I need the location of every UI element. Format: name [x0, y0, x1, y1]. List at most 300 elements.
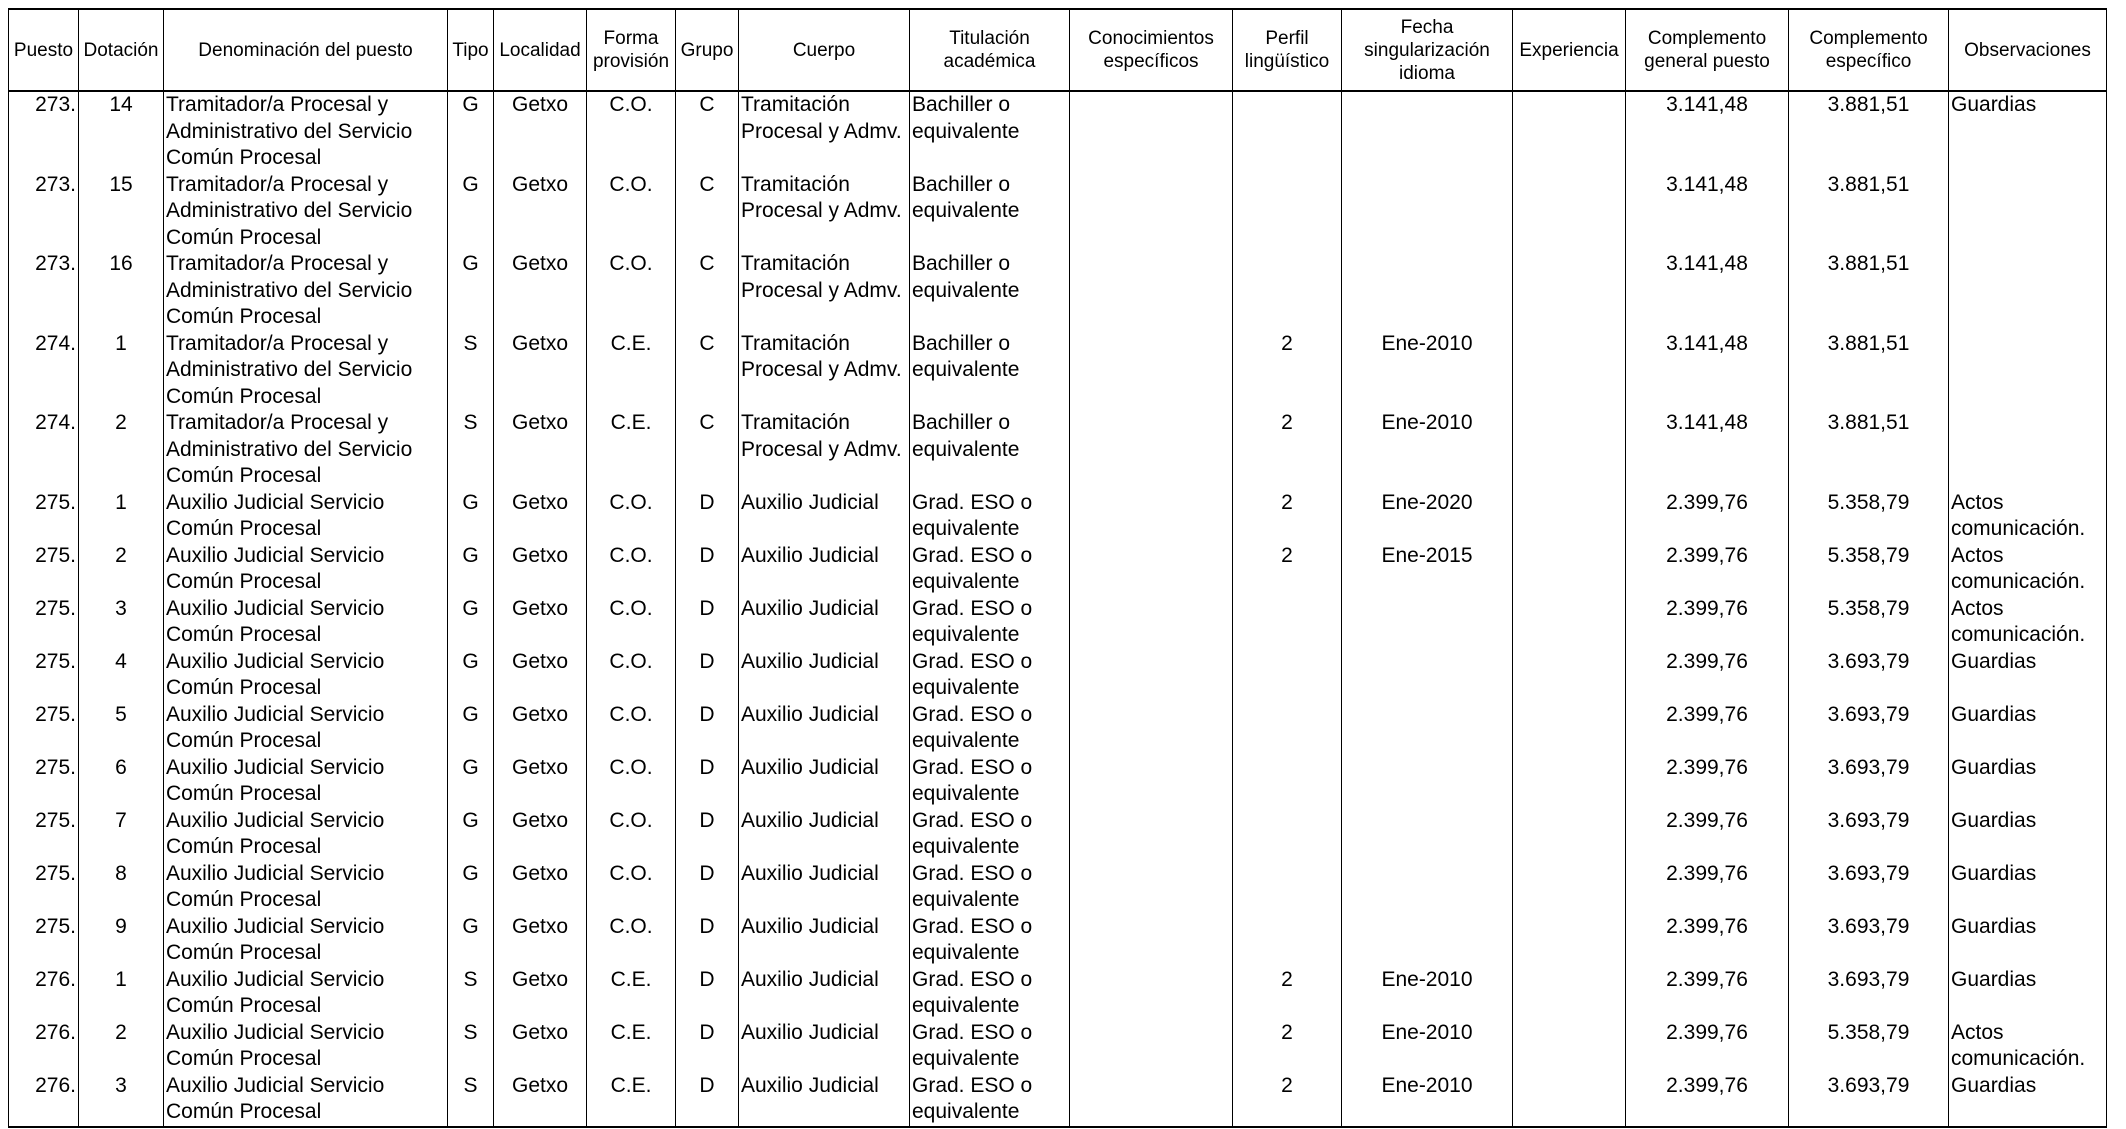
cell-grupo: D	[676, 596, 739, 649]
cell-fecha: Ene-2010	[1342, 1073, 1513, 1127]
cell-experiencia	[1513, 543, 1626, 596]
cell-observaciones	[1949, 251, 2107, 331]
cell-experiencia	[1513, 702, 1626, 755]
cell-denominacion: Auxilio Judicial Servicio Común Procesal	[164, 914, 448, 967]
cell-forma-provision: C.E.	[587, 410, 676, 490]
cell-perfil	[1233, 91, 1342, 172]
cell-localidad: Getxo	[494, 808, 587, 861]
cell-forma-provision: C.O.	[587, 808, 676, 861]
header-dotacion: Dotación	[79, 9, 164, 91]
cell-complemento-especifico: 3.881,51	[1789, 331, 1949, 411]
cell-cuerpo: Tramitación Procesal y Admv.	[739, 91, 910, 172]
header-grupo: Grupo	[676, 9, 739, 91]
cell-localidad: Getxo	[494, 1020, 587, 1073]
cell-denominacion: Auxilio Judicial Servicio Común Procesal	[164, 861, 448, 914]
cell-complemento-especifico: 3.693,79	[1789, 649, 1949, 702]
cell-cuerpo: Auxilio Judicial	[739, 755, 910, 808]
cell-grupo: C	[676, 91, 739, 172]
cell-grupo: D	[676, 861, 739, 914]
header-complemento-especifico: Complemento específico	[1789, 9, 1949, 91]
cell-tipo: G	[448, 702, 494, 755]
cell-grupo: D	[676, 543, 739, 596]
cell-puesto: 275.	[9, 914, 79, 967]
cell-cuerpo: Auxilio Judicial	[739, 490, 910, 543]
header-cuerpo: Cuerpo	[739, 9, 910, 91]
cell-puesto: 274.	[9, 410, 79, 490]
cell-grupo: D	[676, 649, 739, 702]
cell-observaciones: Guardias	[1949, 755, 2107, 808]
cell-dotacion: 9	[79, 914, 164, 967]
table-row	[9, 702, 2107, 755]
cell-complemento-general: 2.399,76	[1626, 914, 1789, 967]
cell-experiencia	[1513, 861, 1626, 914]
table-row	[9, 914, 2107, 967]
cell-forma-provision: C.O.	[587, 861, 676, 914]
cell-conocimientos	[1070, 914, 1233, 967]
cell-conocimientos	[1070, 91, 1233, 172]
table-row	[9, 543, 2107, 596]
header-experiencia: Experiencia	[1513, 9, 1626, 91]
cell-complemento-general: 2.399,76	[1626, 1073, 1789, 1127]
cell-conocimientos	[1070, 808, 1233, 861]
cell-fecha	[1342, 91, 1513, 172]
table-row	[9, 251, 2107, 331]
table-row	[9, 172, 2107, 252]
header-forma-provision: Forma provisión	[587, 9, 676, 91]
cell-fecha	[1342, 649, 1513, 702]
header-titulacion: Titulación académica	[910, 9, 1070, 91]
cell-perfil	[1233, 755, 1342, 808]
table-row	[9, 410, 2107, 490]
cell-cuerpo: Auxilio Judicial	[739, 649, 910, 702]
cell-cuerpo: Tramitación Procesal y Admv.	[739, 331, 910, 411]
cell-complemento-general: 2.399,76	[1626, 967, 1789, 1020]
cell-complemento-especifico: 5.358,79	[1789, 543, 1949, 596]
cell-fecha	[1342, 861, 1513, 914]
cell-observaciones: Guardias	[1949, 1073, 2107, 1127]
cell-forma-provision: C.O.	[587, 702, 676, 755]
table-row	[9, 490, 2107, 543]
cell-perfil	[1233, 861, 1342, 914]
cell-dotacion: 1	[79, 967, 164, 1020]
cell-localidad: Getxo	[494, 172, 587, 252]
cell-cuerpo: Auxilio Judicial	[739, 967, 910, 1020]
cell-titulacion: Bachiller o equivalente	[910, 251, 1070, 331]
cell-experiencia	[1513, 251, 1626, 331]
cell-tipo: G	[448, 543, 494, 596]
cell-titulacion: Grad. ESO o equivalente	[910, 861, 1070, 914]
cell-cuerpo: Auxilio Judicial	[739, 596, 910, 649]
cell-fecha	[1342, 596, 1513, 649]
cell-titulacion: Grad. ESO o equivalente	[910, 914, 1070, 967]
cell-dotacion: 16	[79, 251, 164, 331]
cell-tipo: S	[448, 410, 494, 490]
cell-complemento-general: 2.399,76	[1626, 755, 1789, 808]
cell-tipo: G	[448, 596, 494, 649]
cell-grupo: C	[676, 410, 739, 490]
cell-puesto: 275.	[9, 490, 79, 543]
cell-complemento-general: 2.399,76	[1626, 649, 1789, 702]
cell-tipo: G	[448, 914, 494, 967]
cell-complemento-general: 2.399,76	[1626, 490, 1789, 543]
header-puesto: Puesto	[9, 9, 79, 91]
cell-complemento-general: 3.141,48	[1626, 410, 1789, 490]
table-row	[9, 596, 2107, 649]
cell-titulacion: Grad. ESO o equivalente	[910, 649, 1070, 702]
cell-titulacion: Grad. ESO o equivalente	[910, 967, 1070, 1020]
header-observaciones: Observaciones	[1949, 9, 2107, 91]
cell-grupo: C	[676, 172, 739, 252]
table-row	[9, 331, 2107, 411]
cell-grupo: D	[676, 490, 739, 543]
cell-perfil: 2	[1233, 1020, 1342, 1073]
cell-conocimientos	[1070, 861, 1233, 914]
cell-experiencia	[1513, 649, 1626, 702]
cell-dotacion: 2	[79, 543, 164, 596]
cell-observaciones: Guardias	[1949, 861, 2107, 914]
table-row	[9, 967, 2107, 1020]
cell-forma-provision: C.O.	[587, 755, 676, 808]
cell-titulacion: Grad. ESO o equivalente	[910, 808, 1070, 861]
cell-dotacion: 4	[79, 649, 164, 702]
cell-titulacion: Bachiller o equivalente	[910, 91, 1070, 172]
cell-forma-provision: C.O.	[587, 596, 676, 649]
table-row	[9, 1073, 2107, 1127]
cell-tipo: G	[448, 490, 494, 543]
cell-titulacion: Grad. ESO o equivalente	[910, 1020, 1070, 1073]
cell-cuerpo: Auxilio Judicial	[739, 914, 910, 967]
cell-fecha	[1342, 914, 1513, 967]
cell-tipo: S	[448, 967, 494, 1020]
cell-localidad: Getxo	[494, 410, 587, 490]
cell-titulacion: Grad. ESO o equivalente	[910, 543, 1070, 596]
cell-experiencia	[1513, 410, 1626, 490]
cell-grupo: D	[676, 808, 739, 861]
header-perfil: Perfil lingüístico	[1233, 9, 1342, 91]
cell-localidad: Getxo	[494, 702, 587, 755]
cell-puesto: 275.	[9, 755, 79, 808]
cell-grupo: D	[676, 914, 739, 967]
cell-conocimientos	[1070, 1073, 1233, 1127]
cell-complemento-general: 2.399,76	[1626, 861, 1789, 914]
cell-complemento-especifico: 3.693,79	[1789, 861, 1949, 914]
cell-dotacion: 5	[79, 702, 164, 755]
cell-tipo: G	[448, 251, 494, 331]
cell-forma-provision: C.O.	[587, 251, 676, 331]
cell-fecha: Ene-2010	[1342, 410, 1513, 490]
cell-observaciones: Guardias	[1949, 808, 2107, 861]
cell-titulacion: Grad. ESO o equivalente	[910, 755, 1070, 808]
cell-localidad: Getxo	[494, 967, 587, 1020]
cell-puesto: 275.	[9, 543, 79, 596]
cell-conocimientos	[1070, 490, 1233, 543]
cell-complemento-general: 3.141,48	[1626, 251, 1789, 331]
cell-cuerpo: Auxilio Judicial	[739, 1020, 910, 1073]
cell-denominacion: Auxilio Judicial Servicio Común Procesal	[164, 808, 448, 861]
cell-denominacion: Auxilio Judicial Servicio Común Procesal	[164, 649, 448, 702]
cell-complemento-general: 2.399,76	[1626, 1020, 1789, 1073]
cell-complemento-especifico: 3.693,79	[1789, 808, 1949, 861]
cell-denominacion: Auxilio Judicial Servicio Común Procesal	[164, 596, 448, 649]
cell-complemento-especifico: 3.693,79	[1789, 1073, 1949, 1127]
cell-perfil	[1233, 808, 1342, 861]
cell-dotacion: 8	[79, 861, 164, 914]
cell-perfil	[1233, 251, 1342, 331]
cell-cuerpo: Tramitación Procesal y Admv.	[739, 410, 910, 490]
cell-tipo: S	[448, 1073, 494, 1127]
cell-forma-provision: C.O.	[587, 649, 676, 702]
cell-forma-provision: C.E.	[587, 1073, 676, 1127]
cell-conocimientos	[1070, 755, 1233, 808]
cell-complemento-especifico: 3.693,79	[1789, 967, 1949, 1020]
cell-fecha: Ene-2015	[1342, 543, 1513, 596]
cell-conocimientos	[1070, 251, 1233, 331]
cell-tipo: S	[448, 331, 494, 411]
cell-experiencia	[1513, 1073, 1626, 1127]
cell-localidad: Getxo	[494, 331, 587, 411]
table-row	[9, 91, 2107, 172]
cell-titulacion: Bachiller o equivalente	[910, 172, 1070, 252]
cell-conocimientos	[1070, 1020, 1233, 1073]
cell-dotacion: 2	[79, 1020, 164, 1073]
cell-tipo: G	[448, 755, 494, 808]
cell-tipo: G	[448, 91, 494, 172]
cell-observaciones	[1949, 172, 2107, 252]
cell-cuerpo: Auxilio Judicial	[739, 702, 910, 755]
cell-dotacion: 7	[79, 808, 164, 861]
cell-forma-provision: C.O.	[587, 172, 676, 252]
cell-fecha	[1342, 172, 1513, 252]
cell-grupo: C	[676, 251, 739, 331]
cell-titulacion: Grad. ESO o equivalente	[910, 1073, 1070, 1127]
cell-fecha	[1342, 755, 1513, 808]
cell-dotacion: 1	[79, 331, 164, 411]
cell-complemento-especifico: 5.358,79	[1789, 1020, 1949, 1073]
cell-puesto: 275.	[9, 702, 79, 755]
cell-observaciones	[1949, 410, 2107, 490]
cell-localidad: Getxo	[494, 914, 587, 967]
cell-titulacion: Bachiller o equivalente	[910, 410, 1070, 490]
cell-tipo: G	[448, 808, 494, 861]
cell-observaciones: Guardias	[1949, 967, 2107, 1020]
cell-forma-provision: C.O.	[587, 490, 676, 543]
cell-experiencia	[1513, 914, 1626, 967]
cell-perfil: 2	[1233, 967, 1342, 1020]
table-row	[9, 861, 2107, 914]
cell-fecha: Ene-2010	[1342, 1020, 1513, 1073]
cell-complemento-general: 2.399,76	[1626, 543, 1789, 596]
table-row	[9, 1020, 2107, 1073]
cell-experiencia	[1513, 172, 1626, 252]
cell-denominacion: Tramitador/a Procesal y Administrativo del Servicio Común Procesal	[164, 172, 448, 252]
cell-cuerpo: Auxilio Judicial	[739, 808, 910, 861]
cell-titulacion: Grad. ESO o equivalente	[910, 702, 1070, 755]
cell-conocimientos	[1070, 596, 1233, 649]
cell-observaciones: Guardias	[1949, 914, 2107, 967]
cell-fecha	[1342, 702, 1513, 755]
cell-puesto: 274.	[9, 331, 79, 411]
cell-puesto: 275.	[9, 649, 79, 702]
cell-complemento-especifico: 3.693,79	[1789, 702, 1949, 755]
cell-conocimientos	[1070, 331, 1233, 411]
cell-observaciones	[1949, 331, 2107, 411]
cell-denominacion: Tramitador/a Procesal y Administrativo del Servicio Común Procesal	[164, 91, 448, 172]
cell-conocimientos	[1070, 702, 1233, 755]
cell-forma-provision: C.O.	[587, 914, 676, 967]
cell-tipo: G	[448, 861, 494, 914]
table-row	[9, 755, 2107, 808]
cell-complemento-especifico: 3.881,51	[1789, 91, 1949, 172]
cell-observaciones: Actos comunicación.	[1949, 1020, 2107, 1073]
cell-observaciones: Actos comunicación.	[1949, 596, 2107, 649]
cell-puesto: 275.	[9, 861, 79, 914]
cell-fecha: Ene-2010	[1342, 331, 1513, 411]
cell-complemento-especifico: 3.881,51	[1789, 251, 1949, 331]
cell-cuerpo: Tramitación Procesal y Admv.	[739, 172, 910, 252]
cell-grupo: D	[676, 755, 739, 808]
cell-experiencia	[1513, 91, 1626, 172]
cell-complemento-general: 2.399,76	[1626, 596, 1789, 649]
cell-localidad: Getxo	[494, 91, 587, 172]
cell-experiencia	[1513, 755, 1626, 808]
cell-dotacion: 1	[79, 490, 164, 543]
cell-denominacion: Auxilio Judicial Servicio Común Procesal	[164, 1020, 448, 1073]
cell-puesto: 273.	[9, 91, 79, 172]
cell-forma-provision: C.O.	[587, 91, 676, 172]
cell-grupo: D	[676, 1073, 739, 1127]
cell-complemento-general: 3.141,48	[1626, 172, 1789, 252]
cell-complemento-especifico: 5.358,79	[1789, 490, 1949, 543]
cell-experiencia	[1513, 596, 1626, 649]
cell-dotacion: 6	[79, 755, 164, 808]
cell-fecha	[1342, 808, 1513, 861]
cell-cuerpo: Auxilio Judicial	[739, 543, 910, 596]
cell-grupo: D	[676, 967, 739, 1020]
cell-perfil: 2	[1233, 331, 1342, 411]
cell-conocimientos	[1070, 967, 1233, 1020]
cell-experiencia	[1513, 967, 1626, 1020]
cell-observaciones: Actos comunicación.	[1949, 543, 2107, 596]
cell-denominacion: Tramitador/a Procesal y Administrativo del Servicio Común Procesal	[164, 251, 448, 331]
cell-dotacion: 2	[79, 410, 164, 490]
cell-puesto: 275.	[9, 808, 79, 861]
cell-puesto: 275.	[9, 596, 79, 649]
cell-complemento-general: 2.399,76	[1626, 702, 1789, 755]
cell-forma-provision: C.E.	[587, 967, 676, 1020]
cell-dotacion: 14	[79, 91, 164, 172]
cell-observaciones: Guardias	[1949, 649, 2107, 702]
cell-perfil: 2	[1233, 1073, 1342, 1127]
cell-dotacion: 3	[79, 596, 164, 649]
positions-table	[8, 8, 2107, 1128]
cell-fecha	[1342, 251, 1513, 331]
cell-tipo: S	[448, 1020, 494, 1073]
cell-localidad: Getxo	[494, 649, 587, 702]
cell-puesto: 273.	[9, 172, 79, 252]
cell-complemento-general: 2.399,76	[1626, 808, 1789, 861]
cell-conocimientos	[1070, 172, 1233, 252]
cell-puesto: 276.	[9, 1020, 79, 1073]
cell-grupo: C	[676, 331, 739, 411]
cell-fecha: Ene-2010	[1342, 967, 1513, 1020]
cell-grupo: D	[676, 702, 739, 755]
cell-experiencia	[1513, 1020, 1626, 1073]
cell-observaciones: Guardias	[1949, 702, 2107, 755]
cell-observaciones: Actos comunicación.	[1949, 490, 2107, 543]
cell-perfil	[1233, 702, 1342, 755]
cell-perfil: 2	[1233, 410, 1342, 490]
cell-localidad: Getxo	[494, 861, 587, 914]
cell-denominacion: Auxilio Judicial Servicio Común Procesal	[164, 543, 448, 596]
cell-perfil: 2	[1233, 490, 1342, 543]
cell-grupo: D	[676, 1020, 739, 1073]
cell-puesto: 273.	[9, 251, 79, 331]
cell-fecha: Ene-2020	[1342, 490, 1513, 543]
cell-titulacion: Bachiller o equivalente	[910, 331, 1070, 411]
header-conocimientos: Conocimientos específicos	[1070, 9, 1233, 91]
cell-complemento-general: 3.141,48	[1626, 91, 1789, 172]
header-complemento-general: Complemento general puesto	[1626, 9, 1789, 91]
cell-experiencia	[1513, 490, 1626, 543]
header-denominacion: Denominación del puesto	[164, 9, 448, 91]
cell-conocimientos	[1070, 543, 1233, 596]
cell-cuerpo: Tramitación Procesal y Admv.	[739, 251, 910, 331]
cell-tipo: G	[448, 649, 494, 702]
cell-experiencia	[1513, 808, 1626, 861]
header-localidad: Localidad	[494, 9, 587, 91]
cell-forma-provision: C.O.	[587, 543, 676, 596]
cell-complemento-especifico: 3.881,51	[1789, 410, 1949, 490]
cell-forma-provision: C.E.	[587, 1020, 676, 1073]
cell-denominacion: Auxilio Judicial Servicio Común Procesal	[164, 702, 448, 755]
cell-cuerpo: Auxilio Judicial	[739, 1073, 910, 1127]
table-row	[9, 808, 2107, 861]
cell-forma-provision: C.E.	[587, 331, 676, 411]
cell-conocimientos	[1070, 649, 1233, 702]
cell-dotacion: 3	[79, 1073, 164, 1127]
cell-localidad: Getxo	[494, 490, 587, 543]
cell-tipo: G	[448, 172, 494, 252]
cell-perfil	[1233, 172, 1342, 252]
cell-denominacion: Auxilio Judicial Servicio Común Procesal	[164, 490, 448, 543]
cell-localidad: Getxo	[494, 596, 587, 649]
cell-complemento-general: 3.141,48	[1626, 331, 1789, 411]
cell-localidad: Getxo	[494, 543, 587, 596]
cell-perfil	[1233, 914, 1342, 967]
header-fecha: Fecha singularización idioma	[1342, 9, 1513, 91]
cell-experiencia	[1513, 331, 1626, 411]
cell-localidad: Getxo	[494, 251, 587, 331]
cell-complemento-especifico: 3.881,51	[1789, 172, 1949, 252]
cell-complemento-especifico: 5.358,79	[1789, 596, 1949, 649]
cell-titulacion: Grad. ESO o equivalente	[910, 596, 1070, 649]
header-tipo: Tipo	[448, 9, 494, 91]
cell-denominacion: Tramitador/a Procesal y Administrativo del Servicio Común Procesal	[164, 410, 448, 490]
cell-perfil	[1233, 649, 1342, 702]
cell-observaciones: Guardias	[1949, 91, 2107, 172]
cell-localidad: Getxo	[494, 755, 587, 808]
cell-localidad: Getxo	[494, 1073, 587, 1127]
cell-denominacion: Auxilio Judicial Servicio Común Procesal	[164, 755, 448, 808]
cell-perfil	[1233, 596, 1342, 649]
cell-titulacion: Grad. ESO o equivalente	[910, 490, 1070, 543]
cell-conocimientos	[1070, 410, 1233, 490]
cell-denominacion: Tramitador/a Procesal y Administrativo del Servicio Común Procesal	[164, 331, 448, 411]
cell-denominacion: Auxilio Judicial Servicio Común Procesal	[164, 1073, 448, 1127]
cell-puesto: 276.	[9, 1073, 79, 1127]
table-row	[9, 649, 2107, 702]
cell-dotacion: 15	[79, 172, 164, 252]
